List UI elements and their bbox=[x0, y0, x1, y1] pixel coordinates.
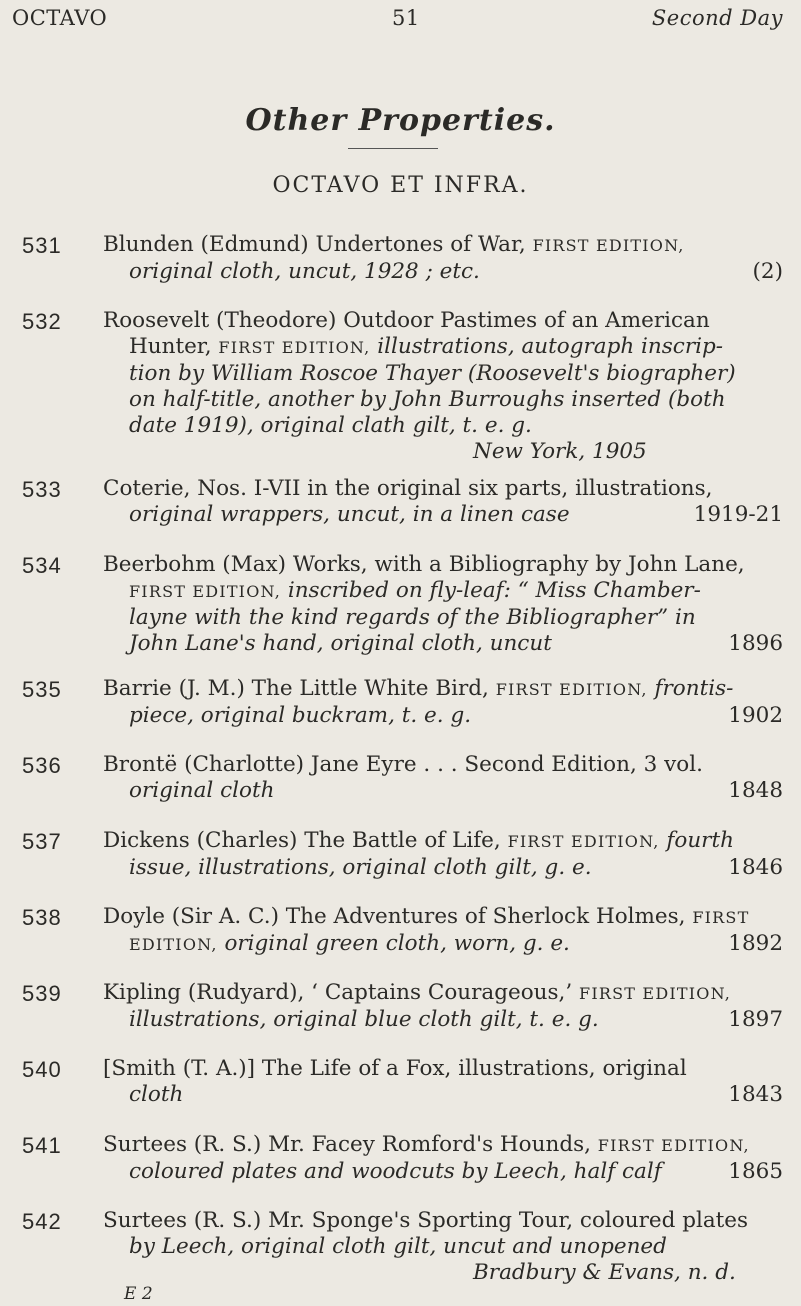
lot-date: 1897 bbox=[728, 1007, 783, 1032]
lot-number: 536 bbox=[22, 753, 62, 778]
lot-description bbox=[103, 1056, 783, 1108]
edition-label: FIRST EDITION, bbox=[507, 832, 660, 851]
lot-number: 541 bbox=[22, 1133, 62, 1158]
lot-number: 531 bbox=[22, 233, 62, 258]
lot-number: 542 bbox=[22, 1209, 62, 1234]
lot-number: 539 bbox=[22, 981, 62, 1006]
lot-text: illustrations, original blue cloth gilt, t. e. g. bbox=[129, 1007, 599, 1032]
sub-heading: OCTAVO ET INFRA. bbox=[272, 173, 529, 198]
lot-description bbox=[103, 1132, 783, 1185]
lot-text: Dickens (Charles) The Battle of Life, bbox=[103, 828, 508, 853]
lot-text: layne with the kind regards of the Bibliographer” in bbox=[129, 605, 696, 630]
lot-text: on half-title, another by John Burroughs inserted (both bbox=[129, 387, 726, 412]
lot-text: Coterie, Nos. I-VII in the original six parts, illustrations, bbox=[103, 476, 713, 501]
lot-description bbox=[103, 980, 783, 1033]
lot-description bbox=[103, 676, 783, 729]
lot-date: 1919-21 bbox=[693, 502, 783, 527]
lot-text: Surtees (R. S.) Mr. Facey Romford's Hounds, bbox=[103, 1132, 598, 1157]
lot-text: original green cloth, worn, g. e. bbox=[217, 931, 570, 956]
lot-number: 533 bbox=[22, 477, 62, 502]
lot-text: John Lane's hand, original cloth, uncut bbox=[129, 631, 552, 656]
lot-number: 540 bbox=[22, 1057, 62, 1082]
lot-description bbox=[103, 476, 783, 528]
edition-label: FIRST EDITION, bbox=[579, 984, 732, 1003]
lot-text: Hunter, bbox=[129, 334, 219, 359]
lot-text: Kipling (Rudyard), ‘ Captains Courageous,’ bbox=[103, 980, 580, 1005]
lot-text: illustrations, autograph inscrip- bbox=[370, 334, 724, 359]
lot-text: inscribed on fly-leaf: “ Miss Chamber- bbox=[281, 578, 701, 603]
lot-text: Beerbohm (Max) Works, with a Bibliography by John Lane, bbox=[103, 552, 745, 577]
format-label: OCTAVO bbox=[12, 6, 108, 30]
lot-text: Barrie (J. M.) The Little White Bird, bbox=[103, 676, 496, 701]
lot-quantity: (2) bbox=[752, 259, 783, 284]
lot-text: original cloth bbox=[129, 778, 275, 803]
lot-date: 1848 bbox=[728, 778, 783, 803]
lot-text: fourth bbox=[659, 828, 734, 853]
page-number: 51 bbox=[392, 6, 420, 30]
lot-date: 1843 bbox=[728, 1082, 783, 1107]
lot-text: date 1919), original clath gilt, t. e. g. bbox=[129, 413, 532, 438]
lot-date: 1896 bbox=[728, 631, 783, 656]
lot-number: 532 bbox=[22, 309, 62, 334]
lot-text: piece, original buckram, t. e. g. bbox=[129, 703, 472, 728]
lot-text: coloured plates and woodcuts by Leech, half calf bbox=[129, 1159, 662, 1184]
lot-description bbox=[103, 904, 783, 958]
lot-date: 1846 bbox=[728, 855, 783, 880]
lot-text: Surtees (R. S.) Mr. Sponge's Sporting Tour, coloured plates bbox=[103, 1208, 749, 1233]
lot-text: Roosevelt (Theodore) Outdoor Pastimes of an American bbox=[103, 308, 710, 333]
lot-text: [Smith (T. A.)] The Life of a Fox, illustrations, original bbox=[103, 1056, 687, 1081]
lot-imprint: New York, 1905 bbox=[473, 439, 647, 464]
section-title: Other Properties. bbox=[245, 103, 556, 138]
lot-description bbox=[103, 1208, 783, 1286]
signature-mark: E 2 bbox=[124, 1284, 153, 1304]
lot-date: 1865 bbox=[728, 1159, 783, 1184]
lot-text: original wrappers, uncut, in a linen case bbox=[129, 502, 570, 527]
lot-description bbox=[103, 308, 783, 465]
lot-text: by Leech, original cloth gilt, uncut and unopened bbox=[129, 1234, 667, 1259]
edition-label: FIRST bbox=[692, 908, 750, 927]
lot-text: Brontë (Charlotte) Jane Eyre . . . Second Edition, 3 vol. bbox=[103, 752, 703, 777]
lot-text: original cloth, uncut, 1928 ; etc. bbox=[129, 259, 480, 284]
edition-label: FIRST EDITION, bbox=[532, 236, 685, 255]
edition-label: FIRST EDITION, bbox=[129, 582, 281, 601]
lot-description bbox=[103, 752, 783, 804]
lot-text: cloth bbox=[129, 1082, 184, 1107]
lot-text: tion by William Roscoe Thayer (Roosevelt's biographer) bbox=[129, 361, 736, 386]
lot-date: 1902 bbox=[728, 703, 783, 728]
lot-number: 538 bbox=[22, 905, 62, 930]
lot-text: Blunden (Edmund) Undertones of War, bbox=[103, 232, 533, 257]
lot-imprint: Bradbury & Evans, n. d. bbox=[473, 1260, 736, 1285]
sale-day-label: Second Day bbox=[651, 6, 783, 30]
lot-text: issue, illustrations, original cloth gilt, g. e. bbox=[129, 855, 592, 880]
lot-date: 1892 bbox=[728, 931, 783, 956]
edition-label: FIRST EDITION, bbox=[495, 680, 648, 699]
edition-label: FIRST EDITION, bbox=[218, 338, 371, 357]
running-head bbox=[12, 6, 783, 38]
lot-number: 537 bbox=[22, 829, 62, 854]
edition-label: FIRST EDITION, bbox=[597, 1136, 750, 1155]
lot-description bbox=[103, 552, 783, 657]
lot-text: frontis- bbox=[647, 676, 734, 701]
lot-number: 535 bbox=[22, 677, 62, 702]
lot-description bbox=[103, 232, 783, 285]
title-rule bbox=[348, 148, 438, 149]
lot-description bbox=[103, 828, 783, 881]
lot-number: 534 bbox=[22, 553, 62, 578]
edition-label: EDITION, bbox=[129, 935, 218, 954]
lot-text: Doyle (Sir A. C.) The Adventures of Sherlock Holmes, bbox=[103, 904, 693, 929]
